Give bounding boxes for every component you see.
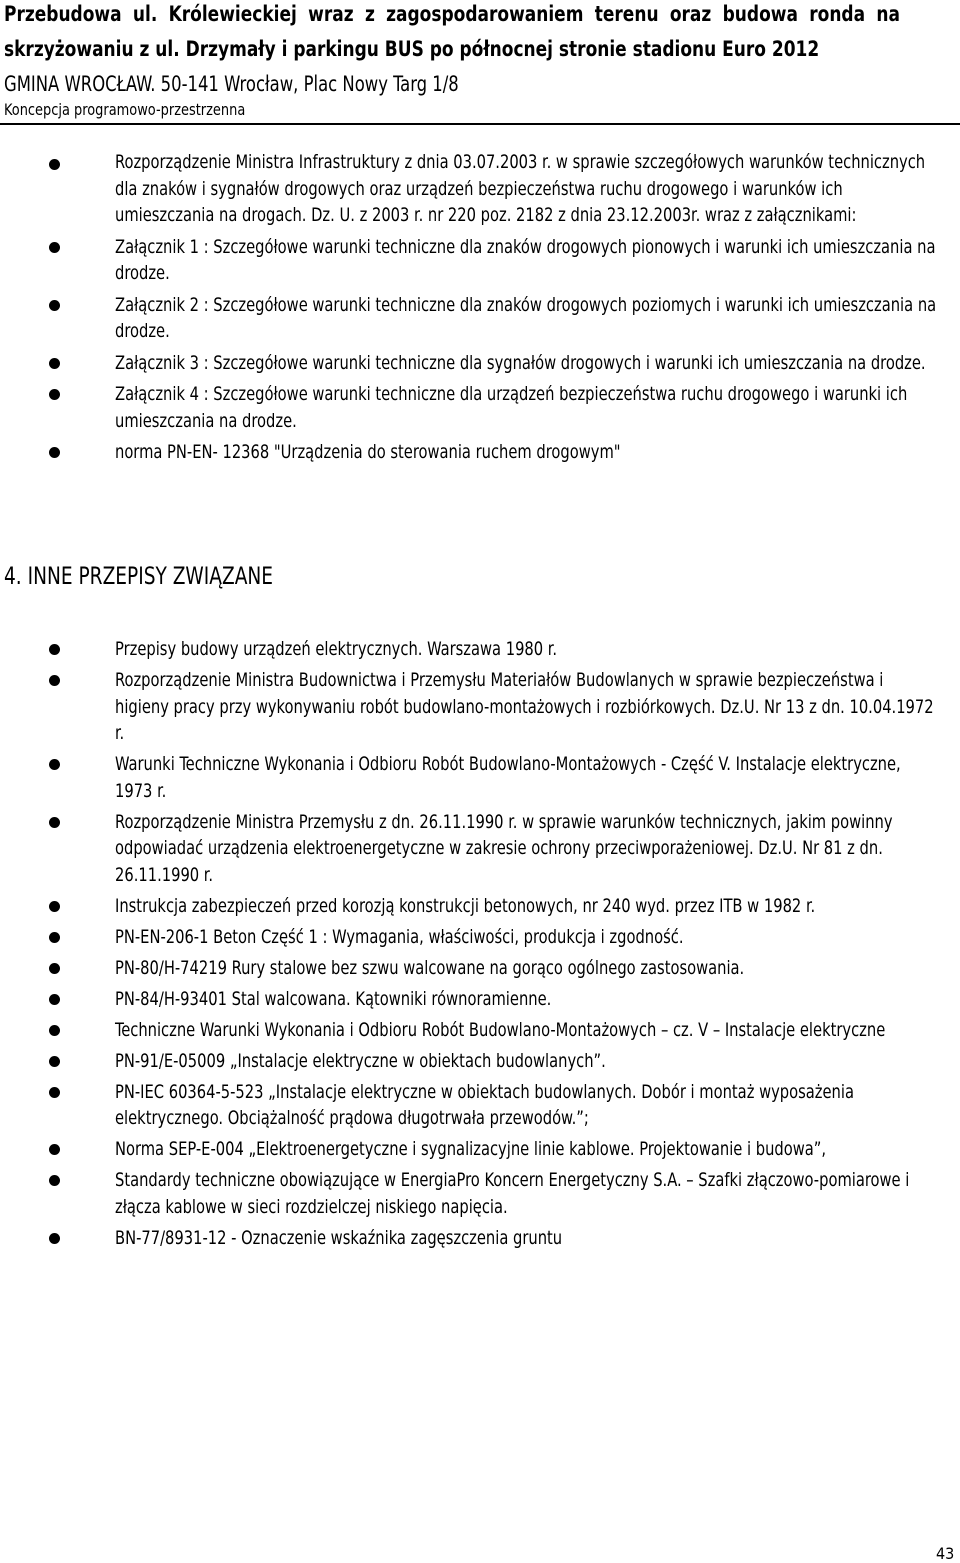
document-subtitle: Koncepcja programowo-przestrzenna [4,100,246,119]
list-item [0,924,960,951]
bullet-icon [49,1056,60,1067]
list-item [0,893,960,920]
list-item [0,439,960,466]
bullet-icon [49,1087,60,1098]
client-address: GMINA WROCŁAW. 50-141 Wrocław, Plac Nowy Targ 1/8 [4,72,459,96]
list-item [0,751,960,804]
bullet-icon [49,932,60,943]
bullet-icon [49,817,60,828]
list-item [0,149,960,229]
page-number: 43 [936,1544,955,1563]
list-item-text: Standardy techniczne obowiązujące w EnergiaPro Koncern Energetyczny S.A. – Szafki złączowo-pomiarowe i złącza kablowe w sieci rozdzielczej niskiego napięcia. [115,1169,910,1218]
list-item [0,809,960,889]
bullet-icon [49,358,60,369]
bullet-icon [49,759,60,770]
bullet-icon [49,300,60,311]
list-item [0,1017,960,1044]
bullet-icon [49,1025,60,1036]
bullet-icon [49,159,60,170]
list-item-text: Załącznik 3 : Szczegółowe warunki techniczne dla sygnałów drogowych i warunki ich umieszczania na drodze. [115,351,926,374]
list-item [0,1225,960,1252]
list-item-text: Warunki Techniczne Wykonania i Odbioru Robót Budowlano-Montażowych - Część V. Instalacje elektryczne, 1973 r. [115,753,901,802]
list-item-text: Załącznik 2 : Szczegółowe warunki techniczne dla znaków drogowych poziomych i warunki ich umieszczania na drodze. [115,293,937,342]
list-item [0,1167,960,1220]
list-item [0,1048,960,1075]
list-item-text: Rozporządzenie Ministra Budownictwa i Przemysłu Materiałów Budowlanych w sprawie bezpieczeństwa i higieny pracy przy wykonywaniu robót budowlano-montażowych i rozbiórkowych. Dz.U. Nr 13 z dn. 10.04.1972 r. [115,669,934,744]
bullet-icon [49,1144,60,1155]
section-heading: 4. INNE PRZEPISY ZWIĄZANE [4,562,274,590]
document-title-line-1: Przebudowa ul. Królewieckiej wraz z zagospodarowaniem terenu oraz budowa ronda na [4,2,900,26]
list-item [0,1136,960,1163]
list-item [0,292,960,345]
list-item-text: Techniczne Warunki Wykonania i Odbioru Robót Budowlano-Montażowych – cz. V – Instalacje elektryczne [115,1018,886,1041]
list-item [0,350,960,377]
bullet-icon [49,675,60,686]
list-item-text: Rozporządzenie Ministra Infrastruktury z dnia 03.07.2003 r. w sprawie szczegółowych warunków technicznych dla znaków i sygnałów drogowych oraz urządzeń bezpieczeństwa ruchu drogowego i warunków ich umieszczania na drogach. Dz. U. z 2003 r. nr 220 poz. 2182 z dnia 23.12.2003r. wraz z załącznikami: [115,151,926,226]
header-divider [0,123,960,125]
bullet-icon [49,644,60,655]
list-item-text: PN-84/H-93401 Stal walcowana. Kątowniki równoramienne. [115,987,552,1010]
list-item [0,955,960,982]
list-item [0,636,960,663]
list-item-text: Norma SEP-E-004 „Elektroenergetyczne i sygnalizacyjne linie kablowe. Projektowanie i budowa”, [115,1138,827,1160]
bullet-icon [49,901,60,912]
regulations-list [0,149,960,471]
bullet-icon [49,1233,60,1244]
list-item [0,381,960,434]
list-item [0,1079,960,1132]
bullet-icon [49,447,60,458]
list-item-text: norma PN-EN- 12368 "Urządzenia do sterowania ruchem drogowym" [115,441,621,463]
list-item-text: PN-91/E-05009 „Instalacje elektryczne w obiektach budowlanych”. [115,1049,606,1072]
bullet-icon [49,389,60,400]
list-item [0,234,960,287]
list-item-text: PN-EN-206-1 Beton Część 1 : Wymagania, właściwości, produkcja i zgodność. [115,925,684,948]
list-item-text: Przepisy budowy urządzeń elektrycznych. Warszawa 1980 r. [115,638,557,660]
list-item-text: BN-77/8931-12 - Oznaczenie wskaźnika zagęszczenia gruntu [115,1226,563,1249]
list-item-text: Rozporządzenie Ministra Przemysłu z dn. 26.11.1990 r. w sprawie warunków technicznych, jakim powinny odpowiadać urządzenia elektroenergetyczne w zakresie ochrony przeciwporażeniowej. Dz.U. Nr 81 z dn. 26.11.1990 r. [115,810,893,886]
bullet-icon [49,963,60,974]
list-item-text: PN-IEC 60364-5-523 „Instalacje elektryczne w obiektach budowlanych. Dobór i montaż wyposażenia elektrycznego. Obciążalność prądowa długotrwała przewodów.”; [115,1080,854,1129]
bullet-icon [49,1175,60,1186]
related-regulations-list [0,636,960,1256]
list-item [0,667,960,747]
bullet-icon [49,242,60,253]
list-item-text: Załącznik 4 : Szczegółowe warunki techniczne dla urządzeń bezpieczeństwa ruchu drogowego i warunki ich umieszczania na drodze. [115,383,908,432]
list-item-text: Instrukcja zabezpieczeń przed korozją konstrukcji betonowych, nr 240 wyd. przez ITB w 1982 r. [115,894,816,917]
list-item [0,986,960,1013]
list-item-text: Załącznik 1 : Szczegółowe warunki techniczne dla znaków drogowych pionowych i warunki ich umieszczania na drodze. [115,235,936,284]
list-item-text: PN-80/H-74219 Rury stalowe bez szwu walcowane na gorąco ogólnego zastosowania. [115,956,745,979]
bullet-icon [49,994,60,1005]
document-title-line-2: skrzyżowaniu z ul. Drzymały i parkingu BUS po północnej stronie stadionu Euro 2012 [4,37,820,61]
